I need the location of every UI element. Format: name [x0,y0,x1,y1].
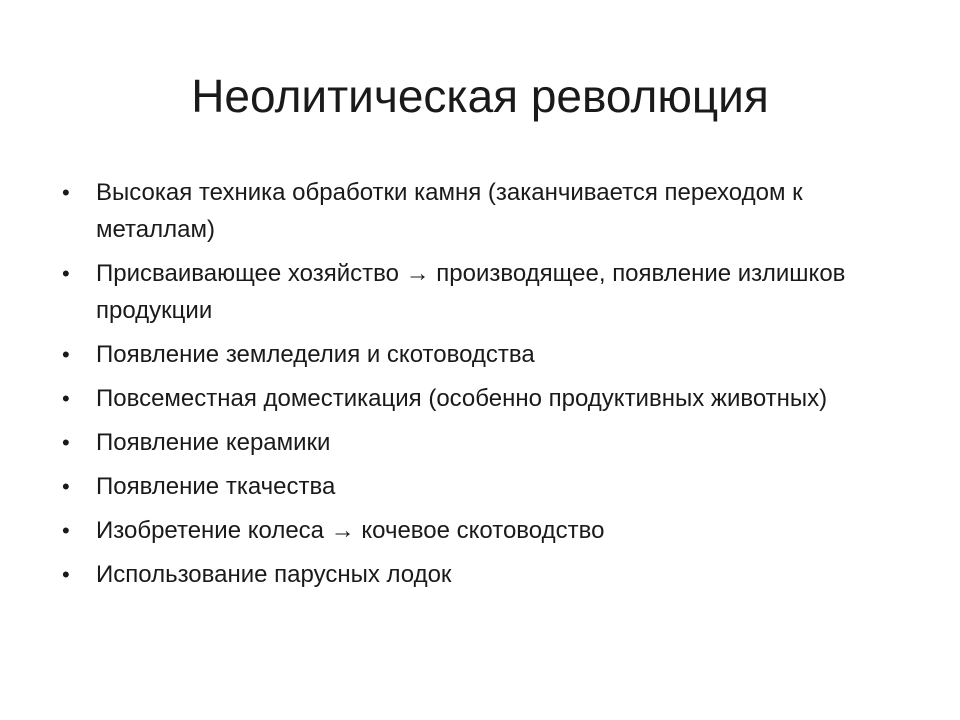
list-item-text: Изобретение колеса → кочевое скотоводство [96,517,605,544]
list-item-text: Использование парусных лодок [96,561,452,588]
list-item-text: Высокая техника обработки камня (заканчивается переходом к металлам) [96,179,803,243]
slide-title: Неолитическая революция [191,70,769,122]
bullet-dot-icon: • [62,562,70,587]
bullet-dot-icon: • [62,180,70,205]
list-item-text: Появление земледелия и скотоводства [96,341,535,368]
list-item [60,424,900,461]
bullet-list [60,174,900,593]
list-item-text: Появление керамики [96,429,331,456]
bullet-dot-icon: • [62,261,70,286]
bullet-dot-icon: • [62,518,70,543]
list-item [60,255,900,329]
list-item [60,468,900,505]
list-item [60,174,900,248]
list-item-text: Появление ткачества [96,473,336,500]
bullet-dot-icon: • [62,474,70,499]
bullet-dot-icon: • [62,386,70,411]
list-item [60,556,900,593]
list-item [60,336,900,373]
list-item [60,512,900,549]
bullet-dot-icon: • [62,430,70,455]
list-item-text: Повсеместная доместикация (особенно продуктивных животных) [96,385,828,412]
list-item-text: Присваивающее хозяйство → производящее, появление излишков продукции [96,260,846,324]
bullet-dot-icon: • [62,342,70,367]
list-item [60,380,900,417]
